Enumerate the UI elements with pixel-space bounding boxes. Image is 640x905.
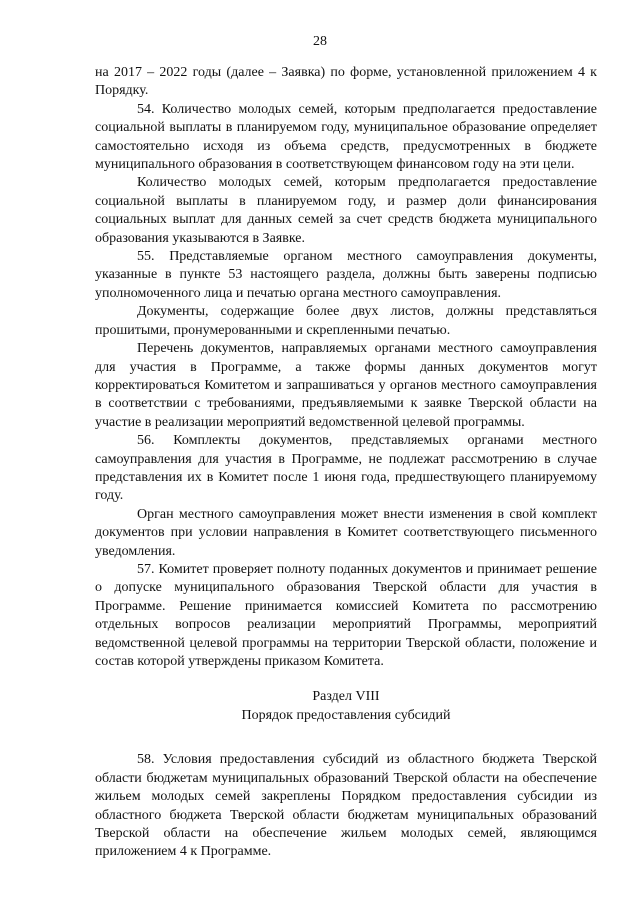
paragraph-54: 54. Количество молодых семей, которым предполагается предоставление социальной выплаты в планируемом году, муниципальное образование определяет самостоятельно исходя из объема средств, предусмотренных в бюджете муниципального образования в соответствующем финансовом году на эти цели. bbox=[95, 101, 597, 173]
section-title: Порядок предоставления субсидий bbox=[241, 708, 451, 724]
paragraph-56: 56. Комплекты документов, представляемых органами местного самоуправления для участия в Программе, не подлежат рассмотрению в случае представления их в Комитет после 1 июня года, предшествующего планируемому году. bbox=[95, 433, 597, 504]
paragraph-57: 57. Комитет проверяет полноту поданных документов и принимает решение о допуске муниципального образования Тверской области для участия в Программе. Решение принимается комиссией Комитета по рассмотрению отдельных вопросов реализации мероприятий Программы, мероприятий ведомственной целевой программы на территории Тверской области, положение и состав которой утверждены приказом Комитета. bbox=[95, 561, 597, 669]
paragraph-55-documents: Документы, содержащие более двух листов, должны представляться прошитыми, пронумерованными и скрепленными печатью. bbox=[95, 304, 597, 338]
paragraph-continuation: на 2017 – 2022 годы (далее – Заявка) по форме, установленной приложением 4 к Порядку. bbox=[95, 65, 597, 99]
document-body bbox=[95, 64, 597, 862]
paragraph-56-changes: Орган местного самоуправления может внести изменения в свой комплект документов при условии направления в Комитет соответствующего письменного уведомления. bbox=[95, 506, 597, 559]
paragraph-54-families: Количество молодых семей, которым предполагается предоставление социальной выплаты в планируемом году, и размер доли финансирования социальных выплат для данных семей за счет средств бюджета муниципального образования указываются в Заявке. bbox=[95, 175, 597, 246]
page-number: 28 bbox=[313, 34, 327, 49]
paragraph-55: 55. Представляемые органом местного самоуправления документы, указанные в пункте 53 настоящего раздела, должны быть заверены подписью уполномоченного лица и печатью органа местного самоуправления. bbox=[95, 249, 597, 301]
paragraph-58: 58. Условия предоставления субсидий из областного бюджета Тверской области бюджетам муниципальных образований Тверской области на обеспечение жильем молодых семей закреплены Порядком предоставления субсидии из областного бюджета Тверской области бюджетам муниципальных образований Тверской области на обеспечение жильем молодых семей, являющимся приложением 4 к Программе. bbox=[95, 752, 597, 860]
section-heading: Раздел VIII bbox=[312, 689, 380, 705]
paragraph-55-list: Перечень документов, направляемых органами местного самоуправления для участия в Программе, а также формы данных документов могут корректироваться Комитетом и запрашиваться у органов местного самоуправления в соответствии с требованиями, предъявляемыми к заявке Тверской области на участие в реализации мероприятий ведомственной целевой программы. bbox=[95, 341, 597, 430]
